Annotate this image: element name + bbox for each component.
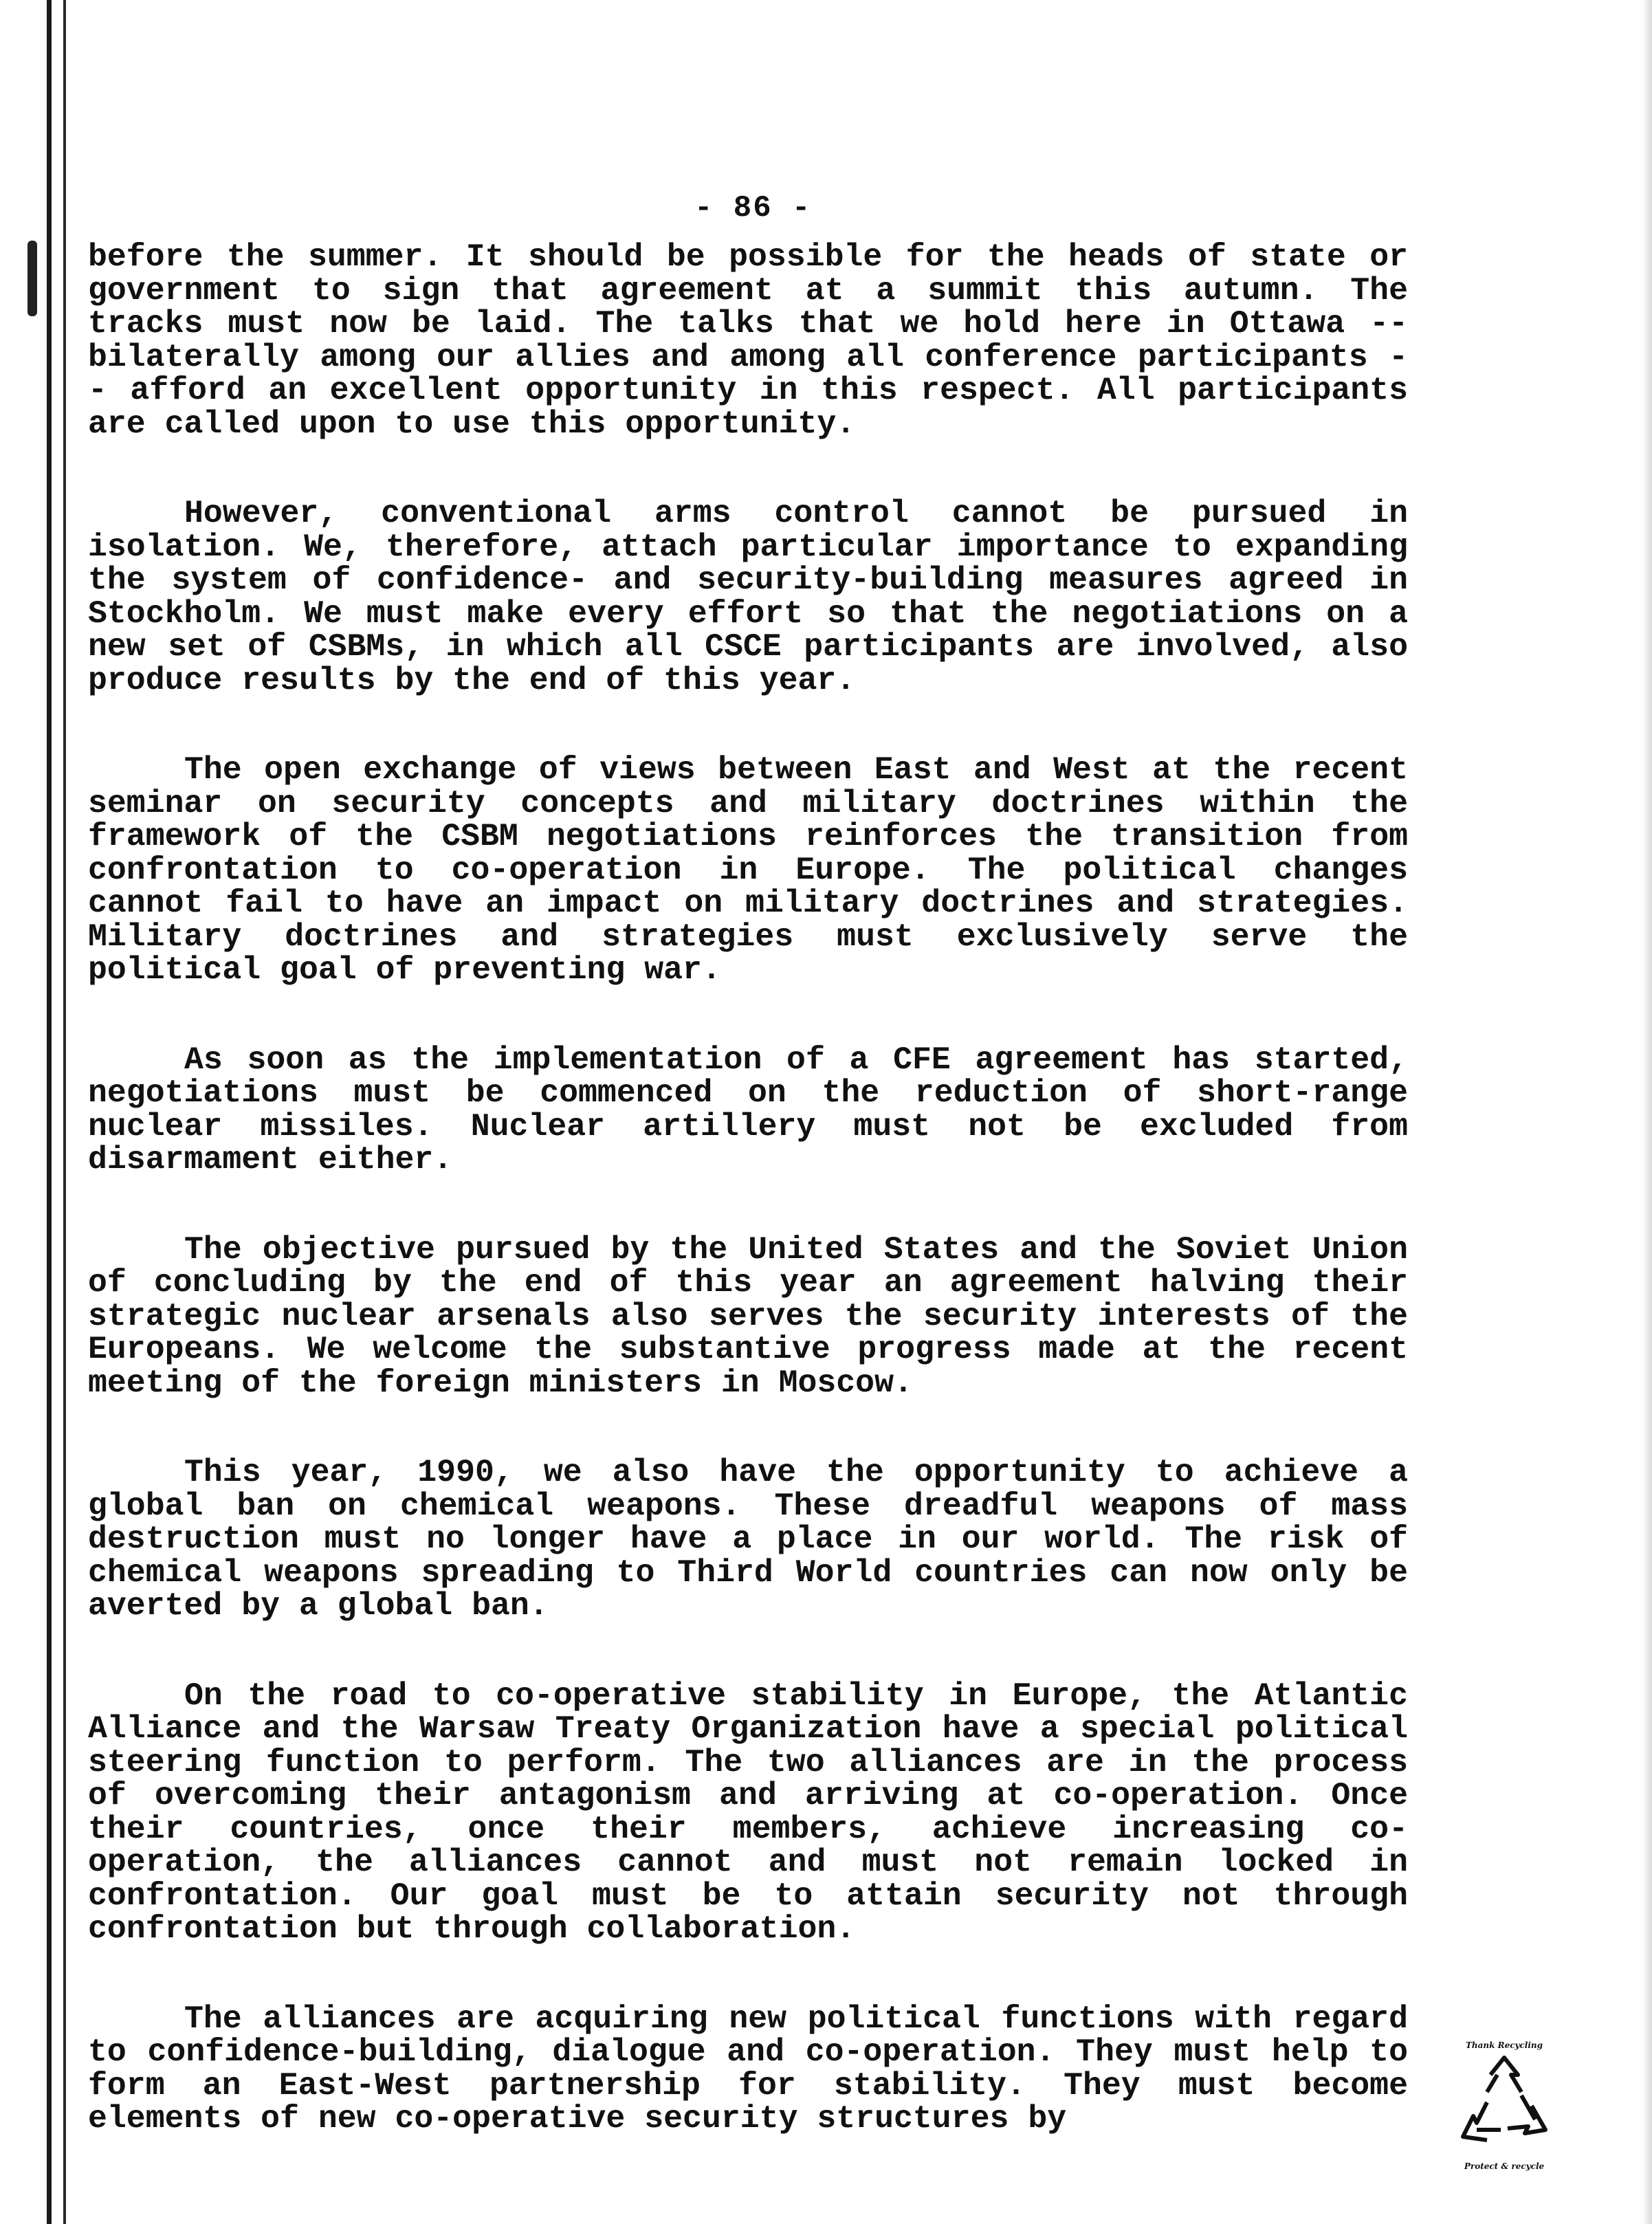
document-body (88, 241, 1408, 2192)
paragraph-1: before the summer. It should be possible for the heads of state or government to sign that agreement at a summit this autumn. The tracks must now be laid. The talks that we hold here in Ottawa -- bilaterally among our allies and among all conference participants -- afford an excellent opportunity in this respect. All participants are called upon to use this opportunity. (88, 239, 1408, 442)
recycle-logo (1449, 2040, 1559, 2185)
paragraph-7: On the road to co-operative stability in Europe, the Atlantic Alliance and the Warsaw Treaty Organization have a special political steering function to perform. The two alliances are in the process of overcoming their antagonism and arriving at co-operation. Once their countries, once their members, achieve increasing co-operation, the alliances cannot and must not remain locked in confrontation. Our goal must be to attain security not through confrontation but through collaboration. (88, 1677, 1408, 1947)
paragraph-4: As soon as the implementation of a CFE agreement has started, negotiations must be commenced on the reduction of short-range nuclear missiles. Nuclear artillery must not be excluded from disarmament either. (88, 1041, 1408, 1178)
recycle-icon (1456, 2054, 1552, 2157)
paragraph-3: The open exchange of views between East and West at the recent seminar on security concepts and military doctrines within the framework of the CSBM negotiations reinforces the transition from confrontation to co-operation in Europe. The political changes cannot fail to have an impact on military doctrines and strategies. Military doctrines and strategies must exclusively serve the political goal of preventing war. (88, 751, 1408, 988)
scan-right-edge (1642, 0, 1652, 2224)
paragraph-6: This year, 1990, we also have the opportunity to achieve a global ban on chemical weapons. These dreadful weapons of mass destruction must no longer have a place in our world. The risk of chemical weapons spreading to Third World countries can now only be averted by a global ban. (88, 1454, 1408, 1624)
scan-left-edge (0, 0, 41, 2224)
paragraph-2: However, conventional arms control cannot be pursued in isolation. We, therefore, attach particular importance to expanding the system of confidence- and security-building measures agreed in Stockholm. We must make every effort so that the negotiations on a new set of CSBMs, in which all CSCE participants are involved, also produce results by the end of this year. (88, 495, 1408, 698)
recycle-caption-top: Thank Recycling (1465, 2040, 1543, 2050)
scan-edge-line (47, 0, 52, 2224)
binding-mark (27, 241, 37, 316)
scan-edge-line-inner (63, 0, 66, 2224)
paragraph-8: The alliances are acquiring new political functions with regard to confidence-building, dialogue and co-operation. They must help to form an East-West partnership for stability. They must become elements of new co-operative security structures by (88, 2000, 1408, 2137)
page-number: - 86 - (694, 191, 812, 225)
recycle-caption-bottom: Protect & recycle (1464, 2161, 1545, 2171)
paragraph-5: The objective pursued by the United States and the Soviet Union of concluding by the end of this year an agreement halving their strategic nuclear arsenals also serves the security interests of the Europeans. We welcome the substantive progress made at the recent meeting of the foreign ministers in Moscow. (88, 1231, 1408, 1401)
